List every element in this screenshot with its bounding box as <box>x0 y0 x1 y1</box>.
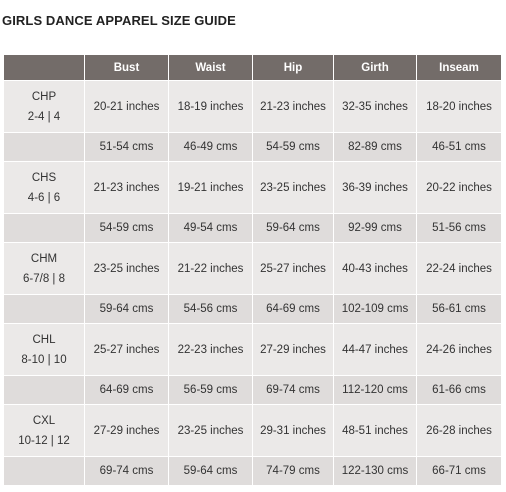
girth-inches-cell: 40-43 inches <box>334 243 417 295</box>
bust-cms-cell: 64-69 cms <box>85 376 169 405</box>
hip-inches-cell: 23-25 inches <box>253 162 334 214</box>
inseam-cms-cell: 46-51 cms <box>417 133 502 162</box>
inseam-cms-cell: 66-71 cms <box>417 457 502 486</box>
hip-inches-cell: 25-27 inches <box>253 243 334 295</box>
hip-inches-cell: 29-31 inches <box>253 405 334 457</box>
size-cell <box>4 243 85 295</box>
size-cell <box>4 324 85 376</box>
header-inseam: Inseam <box>417 55 502 81</box>
girth-cms-cell: 92-99 cms <box>334 214 417 243</box>
size-range: 4-6 | 6 <box>27 191 61 204</box>
size-cell <box>4 162 85 214</box>
bust-inches-cell: 25-27 inches <box>85 324 169 376</box>
table-row-inches <box>4 81 502 133</box>
girth-cms-cell: 122-130 cms <box>334 457 417 486</box>
inseam-inches-cell: 20-22 inches <box>417 162 502 214</box>
hip-cms-cell: 69-74 cms <box>253 376 334 405</box>
table-row-inches <box>4 405 502 457</box>
inseam-cms-cell: 61-66 cms <box>417 376 502 405</box>
waist-inches-cell: 23-25 inches <box>169 405 253 457</box>
waist-inches-cell: 22-23 inches <box>169 324 253 376</box>
inseam-cms-cell: 56-61 cms <box>417 295 502 324</box>
size-range: 10-12 | 12 <box>18 434 70 447</box>
girth-inches-cell: 36-39 inches <box>334 162 417 214</box>
size-label: CHM <box>30 252 58 265</box>
size-cell-empty <box>4 295 85 324</box>
size-range: 2-4 | 4 <box>27 110 61 123</box>
size-cell <box>4 405 85 457</box>
waist-inches-cell: 19-21 inches <box>169 162 253 214</box>
bust-cms-cell: 51-54 cms <box>85 133 169 162</box>
table-row-cms <box>4 457 502 486</box>
hip-cms-cell: 64-69 cms <box>253 295 334 324</box>
table-header-row <box>4 55 502 81</box>
size-label: CXL <box>32 414 56 427</box>
inseam-cms-cell: 51-56 cms <box>417 214 502 243</box>
size-range: 8-10 | 10 <box>21 353 67 366</box>
size-label: CHL <box>32 333 56 346</box>
size-cell-empty <box>4 133 85 162</box>
table-row-cms <box>4 376 502 405</box>
size-cell-empty <box>4 457 85 486</box>
bust-inches-cell: 23-25 inches <box>85 243 169 295</box>
header-waist: Waist <box>169 55 253 81</box>
table-row-cms <box>4 214 502 243</box>
waist-cms-cell: 59-64 cms <box>169 457 253 486</box>
bust-inches-cell: 20-21 inches <box>85 81 169 133</box>
table-row-inches <box>4 243 502 295</box>
inseam-inches-cell: 26-28 inches <box>417 405 502 457</box>
girth-cms-cell: 112-120 cms <box>334 376 417 405</box>
size-guide-table <box>3 54 502 486</box>
inseam-inches-cell: 24-26 inches <box>417 324 502 376</box>
bust-inches-cell: 21-23 inches <box>85 162 169 214</box>
bust-cms-cell: 54-59 cms <box>85 214 169 243</box>
bust-cms-cell: 59-64 cms <box>85 295 169 324</box>
header-girth: Girth <box>334 55 417 81</box>
table-row-cms <box>4 133 502 162</box>
hip-inches-cell: 21-23 inches <box>253 81 334 133</box>
header-bust: Bust <box>85 55 169 81</box>
bust-inches-cell: 27-29 inches <box>85 405 169 457</box>
waist-cms-cell: 46-49 cms <box>169 133 253 162</box>
size-label: CHP <box>31 90 57 103</box>
inseam-inches-cell: 18-20 inches <box>417 81 502 133</box>
girth-inches-cell: 48-51 inches <box>334 405 417 457</box>
page-title: GIRLS DANCE APPAREL SIZE GUIDE <box>2 13 236 28</box>
table-row-inches <box>4 324 502 376</box>
hip-inches-cell: 27-29 inches <box>253 324 334 376</box>
waist-inches-cell: 21-22 inches <box>169 243 253 295</box>
size-label: CHS <box>31 171 57 184</box>
size-cell-empty <box>4 376 85 405</box>
girth-cms-cell: 82-89 cms <box>334 133 417 162</box>
girth-inches-cell: 32-35 inches <box>334 81 417 133</box>
size-cell-empty <box>4 214 85 243</box>
girth-inches-cell: 44-47 inches <box>334 324 417 376</box>
table-row-inches <box>4 162 502 214</box>
girth-cms-cell: 102-109 cms <box>334 295 417 324</box>
waist-cms-cell: 49-54 cms <box>169 214 253 243</box>
waist-inches-cell: 18-19 inches <box>169 81 253 133</box>
hip-cms-cell: 74-79 cms <box>253 457 334 486</box>
waist-cms-cell: 56-59 cms <box>169 376 253 405</box>
size-cell <box>4 81 85 133</box>
hip-cms-cell: 59-64 cms <box>253 214 334 243</box>
header-hip: Hip <box>253 55 334 81</box>
inseam-inches-cell: 22-24 inches <box>417 243 502 295</box>
hip-cms-cell: 54-59 cms <box>253 133 334 162</box>
waist-cms-cell: 54-56 cms <box>169 295 253 324</box>
size-range: 6-7/8 | 8 <box>23 272 65 285</box>
header-size <box>4 55 85 81</box>
table-row-cms <box>4 295 502 324</box>
bust-cms-cell: 69-74 cms <box>85 457 169 486</box>
